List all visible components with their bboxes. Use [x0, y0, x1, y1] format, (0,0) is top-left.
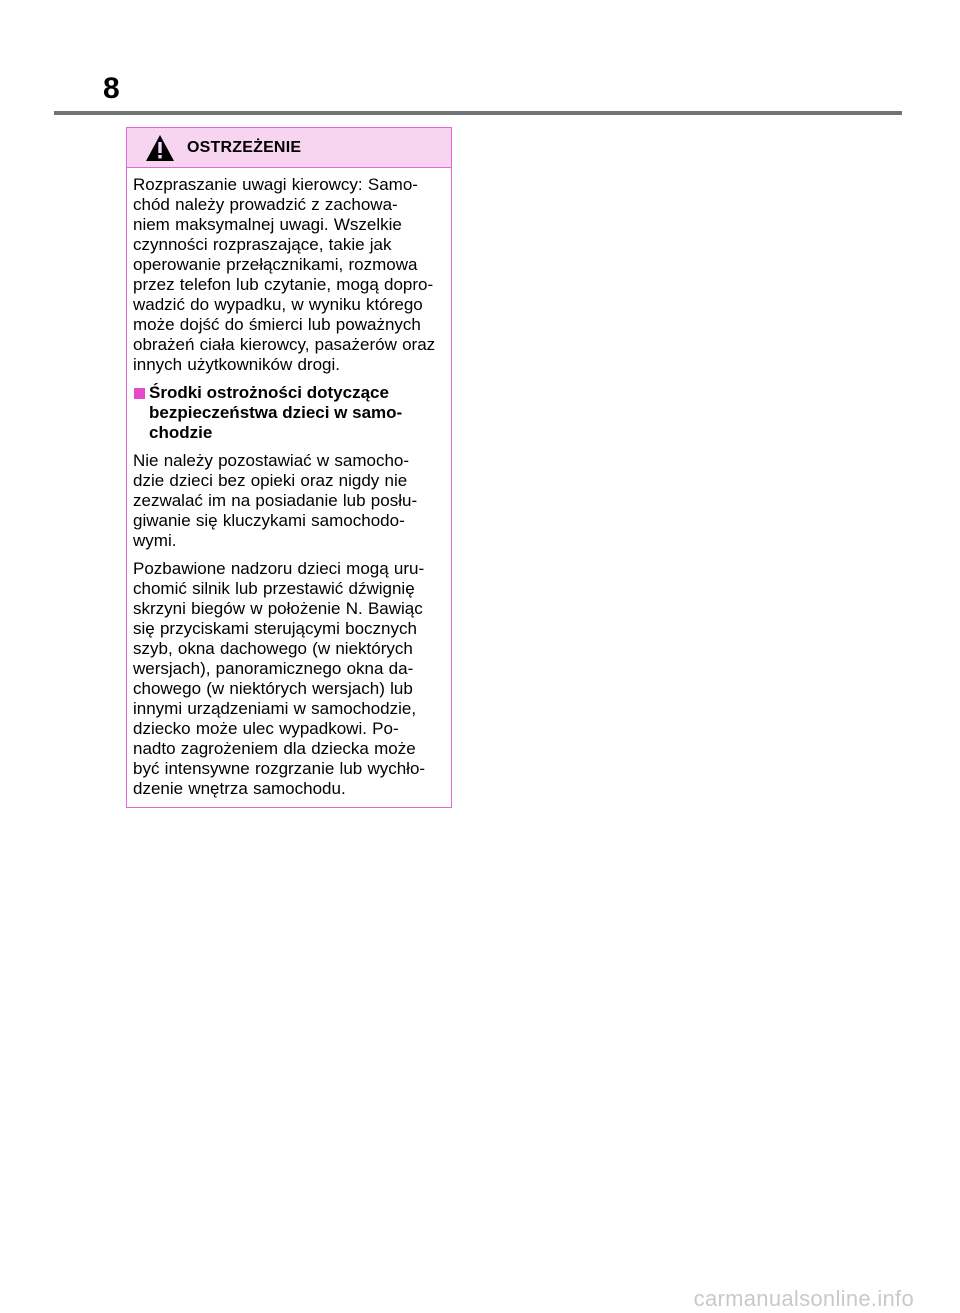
warning-box [126, 127, 452, 808]
text-line: zezwalać im na posiadanie lub posłu- [133, 491, 418, 510]
subheading-text [149, 383, 402, 443]
paragraph-child-hazards [133, 559, 446, 799]
paragraph-unattended-children [133, 451, 446, 551]
text-line: może dojść do śmierci lub poważnych [133, 315, 421, 334]
text-line: Nie należy pozostawiać w samocho- [133, 451, 410, 470]
text-line: innych użytkowników drogi. [133, 355, 340, 374]
text-line: dzenie wnętrza samochodu. [133, 779, 346, 798]
paragraph-driver-distraction [133, 175, 446, 375]
text-line: szyb, okna dachowego (w niektórych [133, 639, 413, 658]
text-line: niem maksymalnej uwagi. Wszelkie [133, 215, 402, 234]
text-line: nadto zagrożeniem dla dziecka może [133, 739, 416, 758]
text-line: Pozbawione nadzoru dzieci mogą uru- [133, 559, 425, 578]
text-line: innymi urządzeniami w samochodzie, [133, 699, 417, 718]
warning-title: OSTRZEŻENIE [187, 138, 302, 156]
text-line: chodzie [149, 423, 213, 442]
text-line: Środki ostrożności dotyczące [149, 383, 389, 402]
text-line: wymi. [133, 531, 177, 550]
text-line: giwanie się kluczykami samochodo- [133, 511, 405, 530]
text-line: operowanie przełącznikami, rozmowa [133, 255, 418, 274]
square-bullet-icon [134, 388, 145, 399]
text-line: skrzyni biegów w położenie N. Bawiąc [133, 599, 423, 618]
watermark: carmanualsonline.info [693, 1286, 914, 1311]
text-line: przez telefon lub czytanie, mogą dopro- [133, 275, 434, 294]
page-number: 8 [103, 72, 120, 105]
text-line: obrażeń ciała kierowcy, pasażerów oraz [133, 335, 436, 354]
text-line: bezpieczeństwa dzieci w samo- [149, 403, 403, 422]
text-line: być intensywne rozgrzanie lub wychło- [133, 759, 426, 778]
text-line: wersjach), panoramicznego okna da- [133, 659, 414, 678]
text-line: Rozpraszanie uwagi kierowcy: Samo- [133, 175, 418, 194]
warning-header [127, 128, 451, 168]
text-line: dziecko może ulec wypadkowi. Po- [133, 719, 399, 738]
text-line: dzie dzieci bez opieki oraz nigdy nie [133, 471, 408, 490]
warning-triangle-icon [145, 134, 175, 162]
header-rule [54, 111, 902, 115]
text-line: się przyciskami sterującymi bocznych [133, 619, 417, 638]
text-line: chowego (w niektórych wersjach) lub [133, 679, 413, 698]
text-line: chomić silnik lub przestawić dźwignię [133, 579, 415, 598]
text-line: chód należy prowadzić z zachowa- [133, 195, 398, 214]
text-line: wadzić do wypadku, w wyniku którego [133, 295, 423, 314]
text-line: czynności rozpraszające, takie jak [133, 235, 392, 254]
warning-body [127, 168, 451, 799]
subheading-child-safety [133, 383, 446, 443]
